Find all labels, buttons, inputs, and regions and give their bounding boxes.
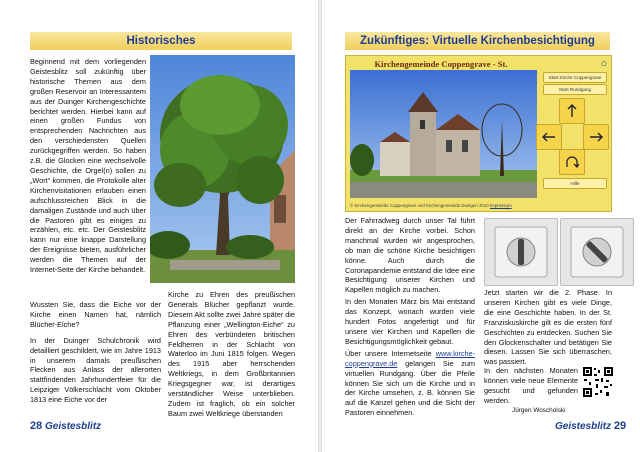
arrow-right-button[interactable]	[583, 124, 609, 150]
left-footer	[30, 420, 101, 432]
right-col1-text	[345, 216, 475, 416]
section-title-virtual-tour: Zukünftiges: Virtuelle Kirchenbesichtigung	[345, 32, 610, 50]
intro-paragraph: Beginnend mit dem vorliegenden Geistesblitz soll zukünftig über historische Themen aus dem großen Reservoir an Interessantem aus der Duinger Kirchengeschichte berichtet werden. Hierbei kann auf einen großen Fundus von entsprechenden Nachrichten aus den verschiedensten Quellen zurückgegriffen werden. So haben z.B. die Glocken eine wechselvolle Geschichte, die Orgel(n) sollen zu „Wort“ kommen, die Protokolle alter Kirchenvisitationen erlauben einen aufschlussreichen Blick in die damaligen Zustände und auch über die Pastoren gibt es einiges zu erzählen, etc. etc. Der Geistesblitz kann nur eine knappe Darstellung der Ereignisse bieten, ausführlicher werden die Themen auf der Internet-Seite der Kirche behandelt.	[30, 57, 146, 275]
chronicle-paragraph: In der Duinger Schulchronik wird detailliert geschildert, wie im Jahre 1913 in unserem damals preußischen Flecken aus Anlass der allerorten stattfindenden Jahrhundertfeier für die Leipziger Völkerschlacht vom Oktober 1813 eine Eiche vor der	[30, 335, 161, 405]
turn-around-button[interactable]	[559, 149, 585, 175]
home-icon: ⌂	[600, 58, 607, 69]
tour-title: Kirchengemeinde Coppengrave - St.	[374, 59, 508, 69]
website-rest: gelangen Sie zum virtuellen Rundgang. Über die Pfeile können Sie sich um die Kirche und in der Kirche umsehen, z. B. können Sie auf die Kanzel gehen und die Sicht der Pastoren einnehmen.	[345, 358, 475, 418]
arrow-right-icon	[589, 130, 603, 144]
arrow-up-button[interactable]	[559, 98, 585, 124]
concept-paragraph: In den Monaten März bis Mai entstand das Konzept, wonach wurden viele hundert Fotos angefertigt und für unsere vier Kirchen und Kapellen die Besichtigungsmöglichkeit gebaut.	[345, 297, 475, 346]
left-col2-text	[168, 290, 295, 418]
turn-around-icon	[565, 155, 579, 169]
right-col2-bottom	[484, 366, 578, 405]
qr-code[interactable]	[582, 366, 614, 398]
section-title-historisches: Historisches	[30, 32, 292, 50]
left-col1-intro	[30, 57, 146, 301]
website-link[interactable]: www.kirche-coppengrave.de	[345, 348, 476, 368]
website-paragraph	[345, 349, 475, 418]
impressum-link[interactable]: Impressum	[489, 203, 512, 208]
virtual-tour-screenshot	[345, 55, 612, 212]
arrow-left-icon	[542, 130, 556, 144]
arrow-up-icon	[565, 104, 579, 118]
phase-two-paragraph: Jetzt starten wir die 2. Phase. In unseren Kirchen gibt es viele Dinge, die eine Geschichte haben. In der St. Franziskuskirche gilt es die ersten fünf Geschichten zu entdecken. Suchen Sie den Glockenschalter und betätigen Sie diesen. Lassen Sie sich überraschen, was passiert.	[484, 288, 612, 367]
blucher-question: Wussten Sie, dass die Eiche vor der Kirche einen Namen hat, nämlich Blücher-Eiche?	[30, 300, 161, 329]
page-number-right: 29	[613, 420, 627, 432]
footer-label-left: Geistesblitz	[45, 421, 102, 432]
arrow-left-button[interactable]	[536, 124, 562, 150]
church-photo	[350, 70, 537, 198]
bell-switch-photo-2	[560, 218, 634, 286]
right-footer	[555, 420, 626, 432]
cycle-path-paragraph: Der Fahrradweg durch unser Tal führt direkt an der Kirche vorbei. Schon manchmal wurden wir angesprochen, ob man die schöne Kirche besichtigen könne. Auch durch die Coronapandemie entstand die Idee eine Besichtigung unserer Kirchen und Kapellen möglich zu machen.	[345, 216, 475, 295]
start-tour-button[interactable]: Start Rundgang	[543, 84, 607, 95]
credit-text: © Kirchengemeinde Coppengrave und Kirchengemeinde Duingen 2010	[350, 203, 489, 208]
left-page	[0, 0, 318, 452]
bell-switch-photo-1	[484, 218, 558, 286]
footer-label-right: Geistesblitz	[555, 421, 612, 432]
author-name: Jürgen Woscholski	[512, 407, 566, 414]
page-number-left: 28	[30, 420, 43, 432]
right-col2-text	[484, 288, 612, 367]
start-church-button[interactable]: Start Kirche Coppengrave	[543, 72, 607, 83]
next-months-paragraph: In den nächsten Monaten können viele neue Elemente gesucht und gefunden werden.	[484, 366, 578, 405]
tour-credit	[350, 203, 512, 208]
website-intro: Über unsere Internetseite	[345, 348, 432, 358]
left-col1-bottom	[30, 300, 161, 412]
chronicle-continuation: Kirche zu Ehren des preußischen Generals Blücher gepflanzt wurde. Diesem Akt sollte zwei Jahre später die Pflanzung einer „Wellington-Eiche“ zu Ehren des verbündeten britischen Feldherren in der Schlacht von Waterloo im Juni 1815 folgen. Wegen des 1915 aber herrschenden Weltkriegs, in dem Großbritannien Kriegsgegner war, ist derartiges verständlicher Weise unterblieben. Zudem ist fraglich, ob ein solcher Baum zwei Weltkriege überstanden	[168, 290, 295, 418]
help-button[interactable]: Hilfe	[543, 178, 607, 189]
oak-tree-photo	[150, 55, 295, 283]
